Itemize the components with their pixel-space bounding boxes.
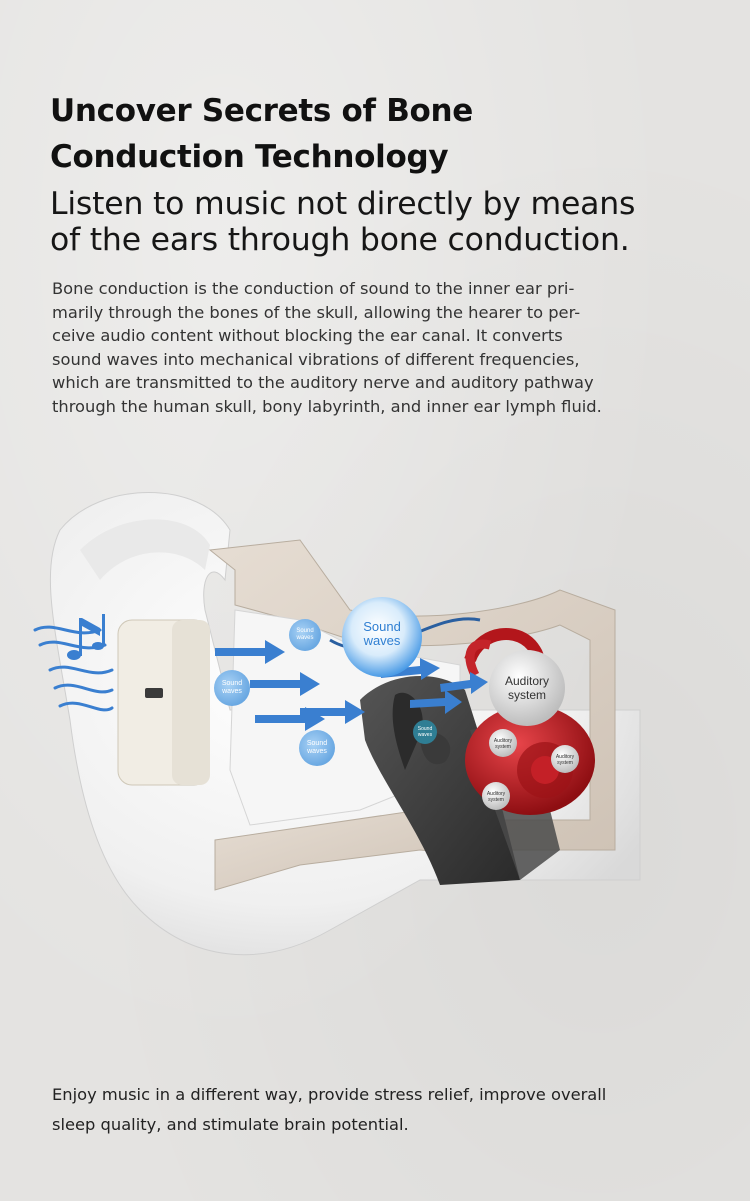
description-line: through the human skull, bony labyrinth, and inner ear lymph fluid. <box>52 396 602 416</box>
label-line: waves <box>222 688 242 695</box>
ear-cross-section-illustration <box>0 470 750 990</box>
subtitle-line-1: Listen to music not directly by means <box>50 186 636 222</box>
label-line: Auditory <box>486 791 506 797</box>
label-line: waves <box>417 732 433 738</box>
usb-port <box>145 688 163 698</box>
label-sound-waves-small-3 <box>299 740 335 756</box>
label-line: Auditory <box>504 674 550 688</box>
label-auditory-system-small-1 <box>489 738 517 750</box>
label-line: Auditory <box>555 754 575 760</box>
label-line: Sound <box>417 726 433 732</box>
label-line: Auditory <box>493 738 513 744</box>
description-line: sound waves into mechanical vibrations of different frequencies, <box>52 349 580 369</box>
label-sound-waves-small-2 <box>214 680 250 696</box>
description-line: ceive audio content without blocking the ear canal. It converts <box>52 326 563 346</box>
label-line: system <box>495 744 511 750</box>
description-line: marily through the bones of the skull, allowing the hearer to per- <box>52 302 581 322</box>
label-line: Sound <box>306 740 328 747</box>
label-line: Sound <box>296 628 314 634</box>
description-line: Bone conduction is the conduction of sound to the inner ear pri- <box>52 279 575 298</box>
subtitle <box>50 186 730 258</box>
label-auditory-system-large <box>489 674 565 702</box>
label-line: Sound <box>221 680 243 687</box>
label-auditory-system-small-3 <box>482 791 510 803</box>
label-line: system <box>557 760 573 766</box>
label-sound-waves-dark <box>413 726 437 738</box>
label-sound-waves-small-1 <box>289 628 321 642</box>
label-line: system <box>507 688 546 702</box>
footer-line: sleep quality, and stimulate brain potential. <box>52 1115 409 1134</box>
label-line: waves <box>296 635 314 641</box>
title-line-1: Uncover Secrets of Bone <box>50 93 474 129</box>
label-line: system <box>488 797 504 803</box>
label-line: waves <box>307 748 327 755</box>
ear-diagram <box>0 470 750 990</box>
bone-conduction-headphone <box>118 620 210 785</box>
description-line: which are transmitted to the auditory nerve and auditory pathway <box>52 373 594 393</box>
footer-line: Enjoy music in a different way, provide stress relief, improve overall <box>52 1085 607 1104</box>
label-auditory-system-small-2 <box>551 754 579 766</box>
page-title <box>50 88 710 180</box>
label-sound-waves-large <box>342 620 422 648</box>
title-line-2: Conduction Technology <box>50 139 449 175</box>
semicircular-canal <box>470 644 490 675</box>
label-line: waves <box>363 633 401 648</box>
label-line: Sound <box>363 619 401 634</box>
description <box>52 277 712 419</box>
subtitle-line-2: of the ears through bone conduction. <box>50 222 630 258</box>
footer-description <box>52 1080 712 1140</box>
